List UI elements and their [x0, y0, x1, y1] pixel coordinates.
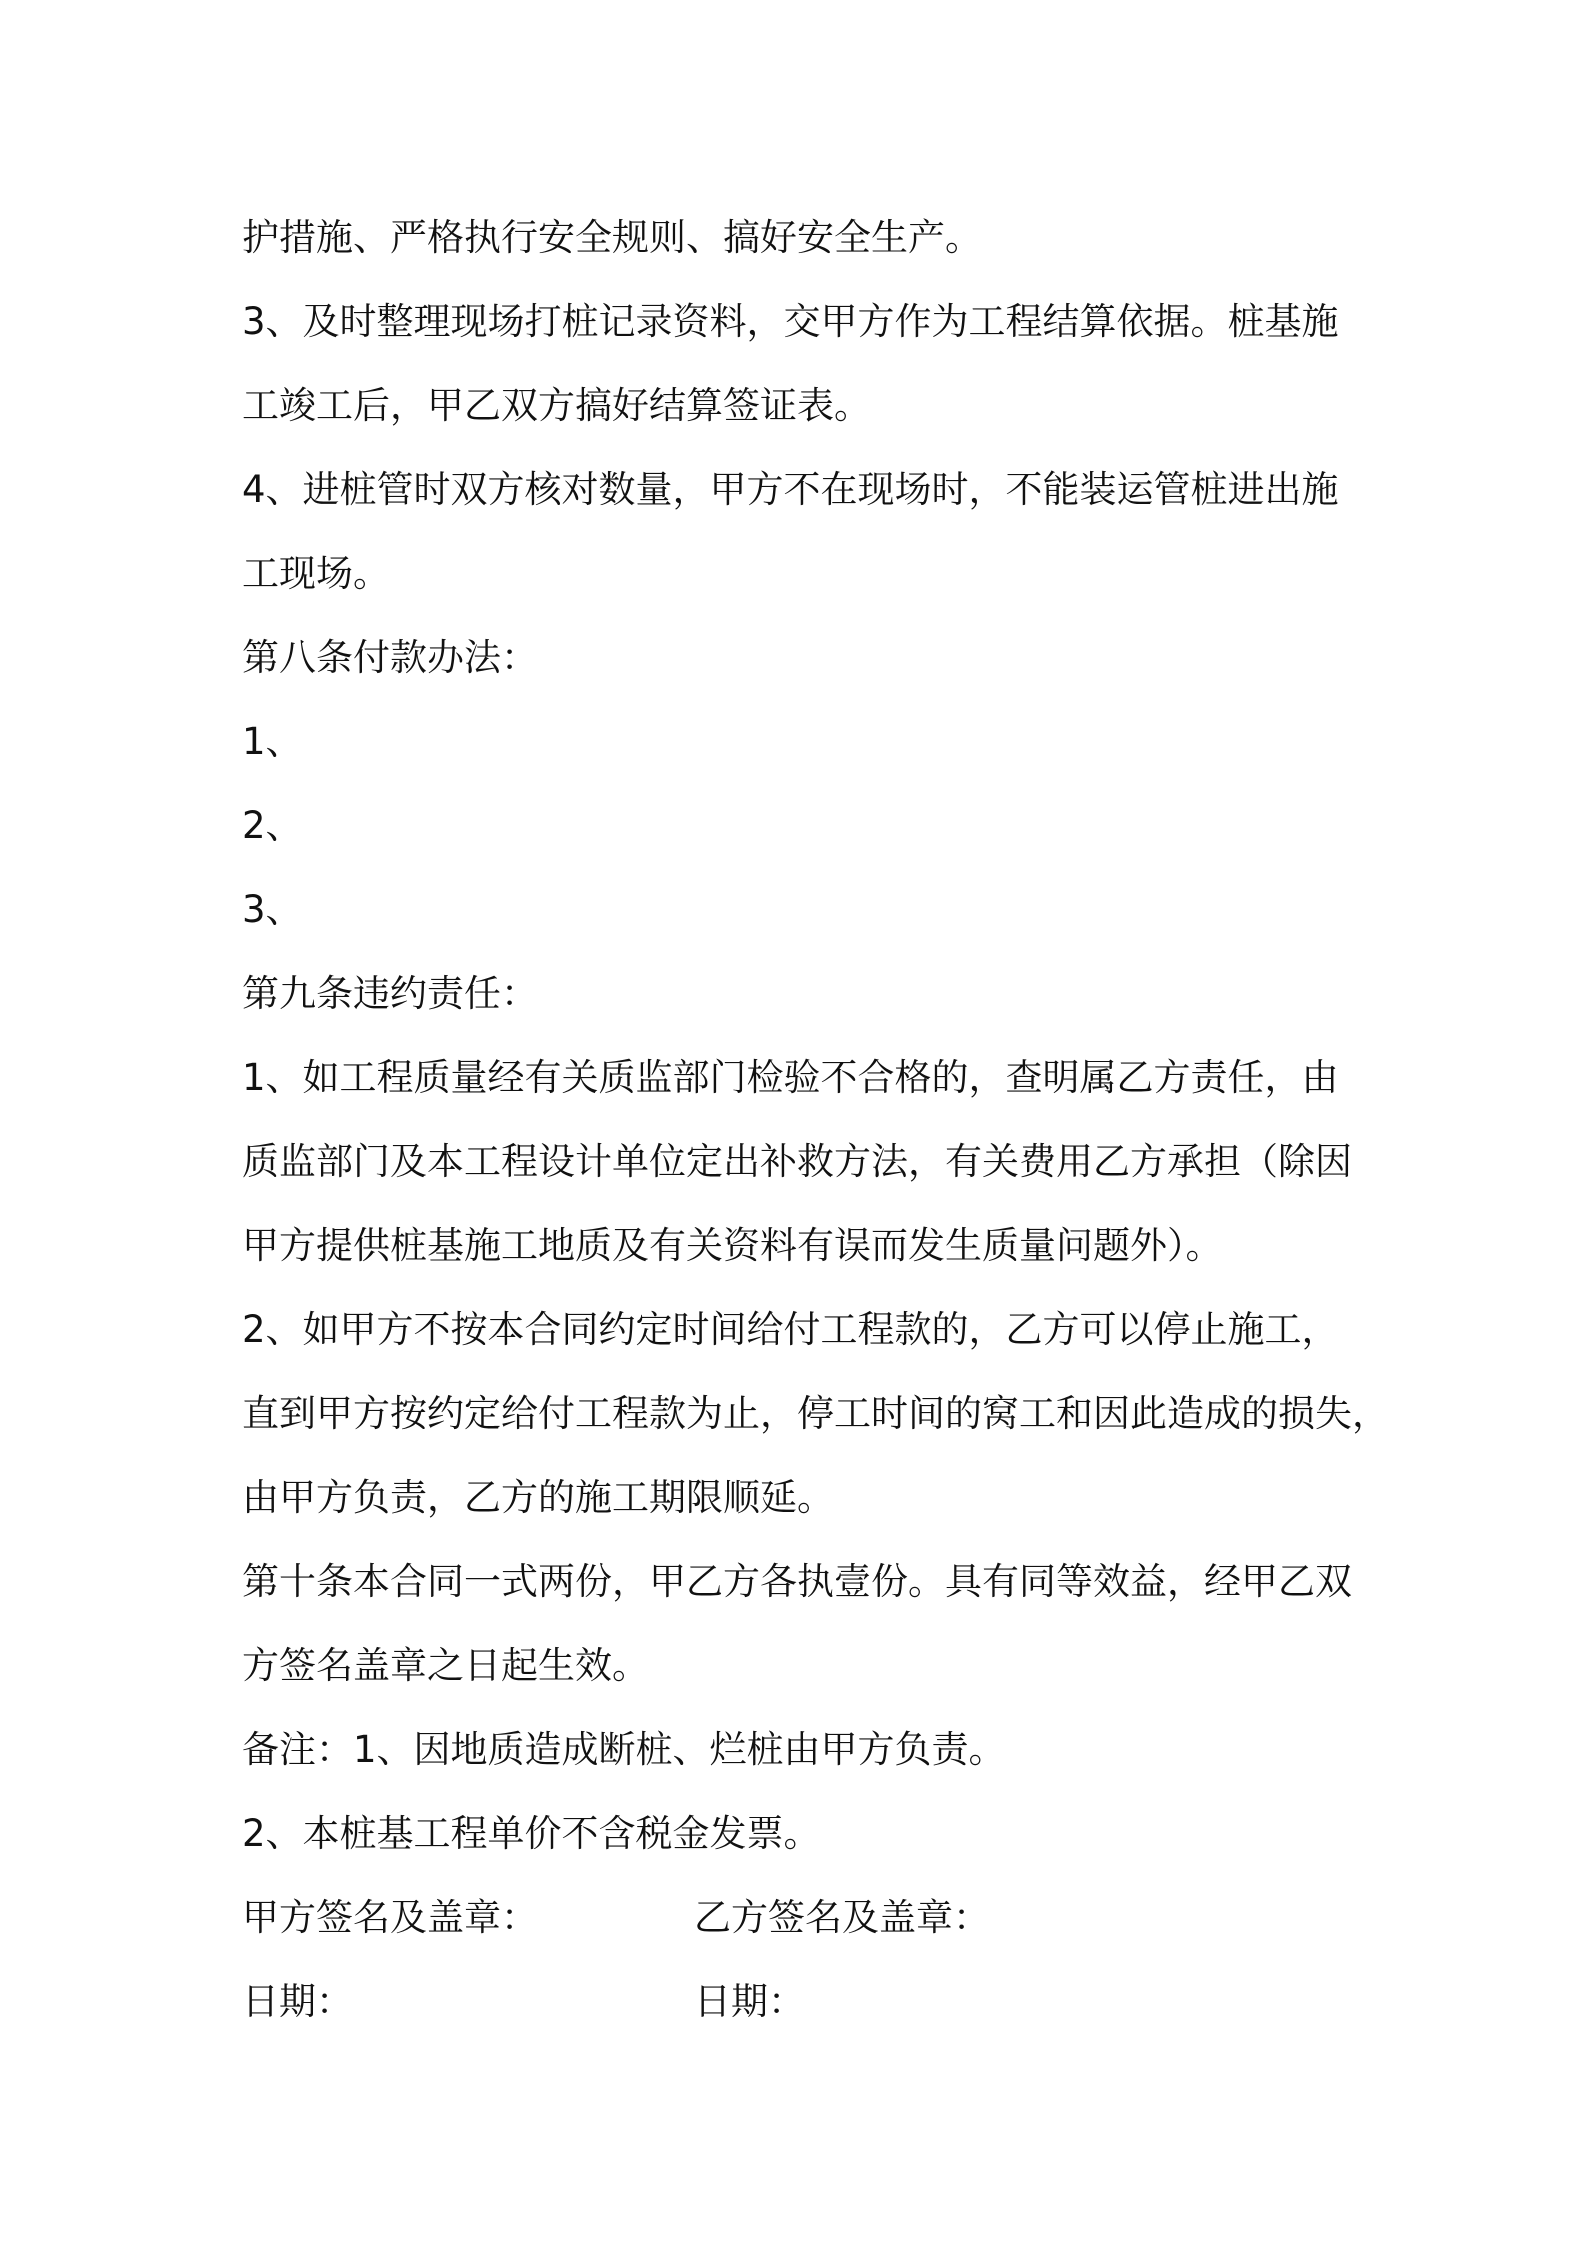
list-item: 1、 — [242, 720, 303, 763]
text-line: 直到甲方按约定给付工程款为止，停工时间的窝工和因此造成的损失， — [242, 1392, 1389, 1435]
document-body — [242, 196, 1389, 2044]
date-row — [242, 1960, 1382, 2044]
party-b-date-label: 日期： — [694, 1980, 805, 2023]
remarks-line: 备注：1、因地质造成断桩、烂桩由甲方负责。 — [242, 1728, 1006, 1771]
text-line: 护措施、严格执行安全规则、搞好安全生产。 — [242, 216, 982, 259]
list-item: 2、 — [242, 804, 303, 847]
text-line: 1、如工程质量经有关质监部门检验不合格的，查明属乙方责任，由 — [242, 1056, 1339, 1099]
text-line: 工竣工后，甲乙双方搞好结算签证表。 — [242, 384, 871, 427]
party-a-date-label: 日期： — [242, 1980, 353, 2023]
party-b-signature-label: 乙方签名及盖章： — [694, 1896, 990, 1939]
section-heading-payment: 第八条付款办法： — [242, 636, 538, 679]
text-line: 工现场。 — [242, 552, 390, 595]
remarks-line: 2、本桩基工程单价不含税金发票。 — [242, 1812, 821, 1855]
section-heading-copies: 第十条本合同一式两份，甲乙方各执壹份。具有同等效益，经甲乙双 — [242, 1560, 1352, 1603]
text-line: 质监部门及本工程设计单位定出补救方法，有关费用乙方承担（除因 — [242, 1140, 1352, 1183]
text-line: 4、进桩管时双方核对数量，甲方不在现场时，不能装运管桩进出施 — [242, 468, 1339, 511]
text-line: 甲方提供桩基施工地质及有关资料有误而发生质量问题外）。 — [242, 1224, 1223, 1267]
list-item: 3、 — [242, 888, 303, 931]
text-line: 3、及时整理现场打桩记录资料，交甲方作为工程结算依据。桩基施 — [242, 300, 1339, 343]
text-line: 2、如甲方不按本合同约定时间给付工程款的，乙方可以停止施工， — [242, 1308, 1339, 1351]
section-heading-liability: 第九条违约责任： — [242, 972, 538, 1015]
text-line: 方签名盖章之日起生效。 — [242, 1644, 649, 1687]
party-a-signature-label: 甲方签名及盖章： — [242, 1896, 538, 1939]
text-line: 由甲方负责，乙方的施工期限顺延。 — [242, 1476, 834, 1519]
signature-row — [242, 1876, 1382, 1960]
